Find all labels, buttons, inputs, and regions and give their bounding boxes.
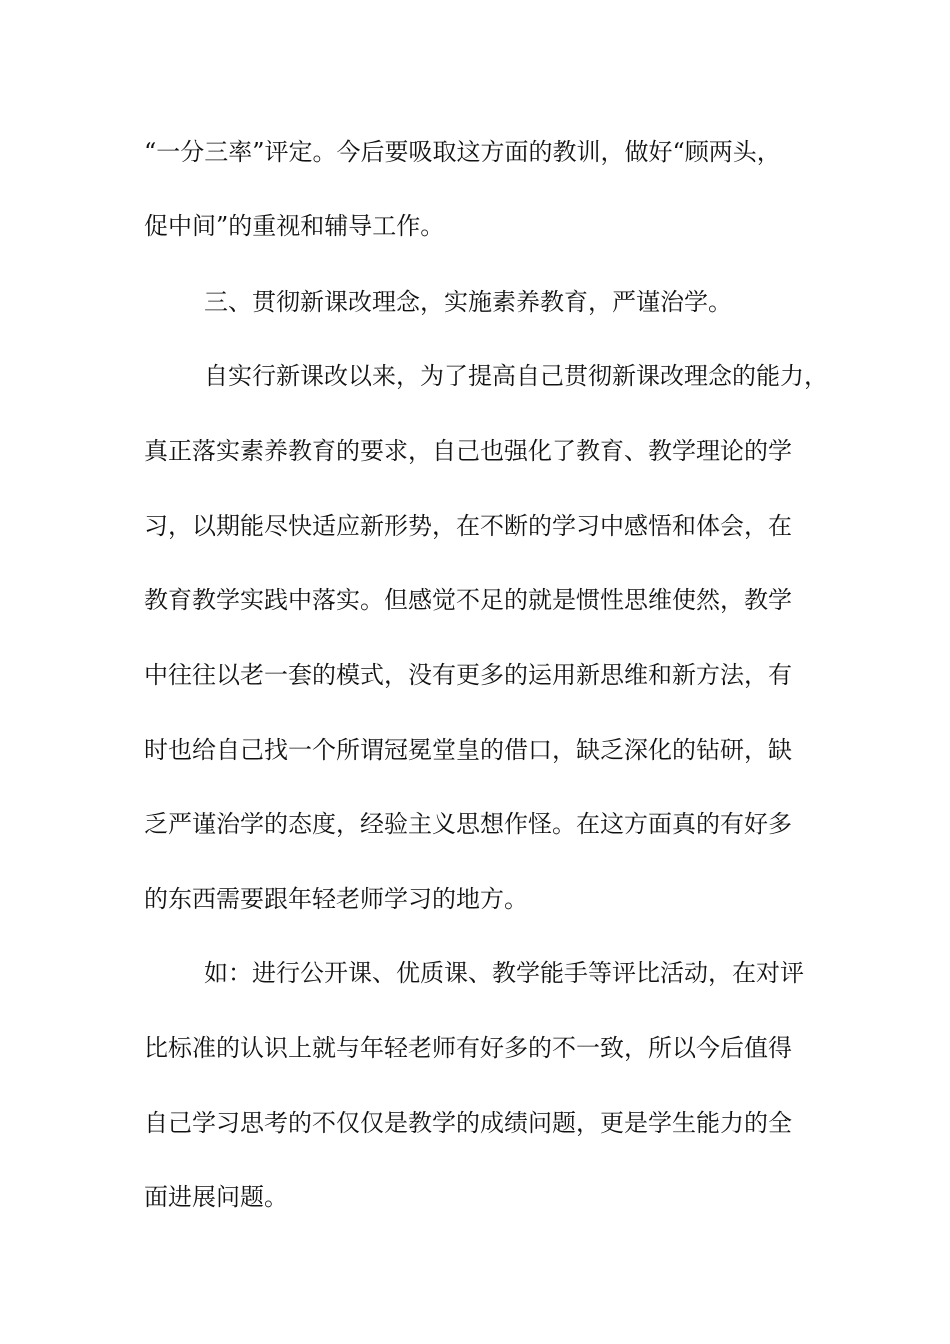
paragraph-line: 真正落实素养教育的要求，自己也强化了教育、教学理论的学 [144, 437, 792, 465]
paragraph-line: 习，以期能尽快适应新形势，在不断的学习中感悟和体会，在 [144, 512, 792, 540]
paragraph-line: 自己学习思考的不仅仅是教学的成绩问题，更是学生能力的全 [144, 1109, 792, 1137]
paragraph-line: 乏严谨治学的态度，经验主义思想作怪。在这方面真的有好多 [144, 810, 792, 838]
paragraph-line: 的东西需要跟年轻老师学习的地方。 [144, 885, 528, 913]
paragraph-line: 自实行新课改以来，为了提高自己贯彻新课改理念的能力， [204, 362, 828, 390]
paragraph-line: 促中间”的重视和辅导工作。 [144, 212, 445, 240]
paragraph-line: 面进展问题。 [144, 1183, 288, 1211]
paragraph-line: 时也给自己找一个所谓冠冕堂皇的借口，缺乏深化的钻研，缺 [144, 736, 792, 764]
section-heading: 三、贯彻新课改理念，实施素养教育，严谨治学。 [204, 288, 732, 316]
paragraph-line: 比标准的认识上就与年轻老师有好多的不一致，所以今后值得 [144, 1034, 792, 1062]
paragraph-line: 如：进行公开课、优质课、教学能手等评比活动，在对评 [204, 959, 804, 987]
paragraph-line: “一分三率”评定。今后要吸取这方面的教训，做好“顾两头， [144, 138, 781, 166]
paragraph-line: 中往往以老一套的模式，没有更多的运用新思维和新方法，有 [144, 661, 792, 689]
paragraph-line: 教育教学实践中落实。但感觉不足的就是惯性思维使然，教学 [144, 586, 792, 614]
